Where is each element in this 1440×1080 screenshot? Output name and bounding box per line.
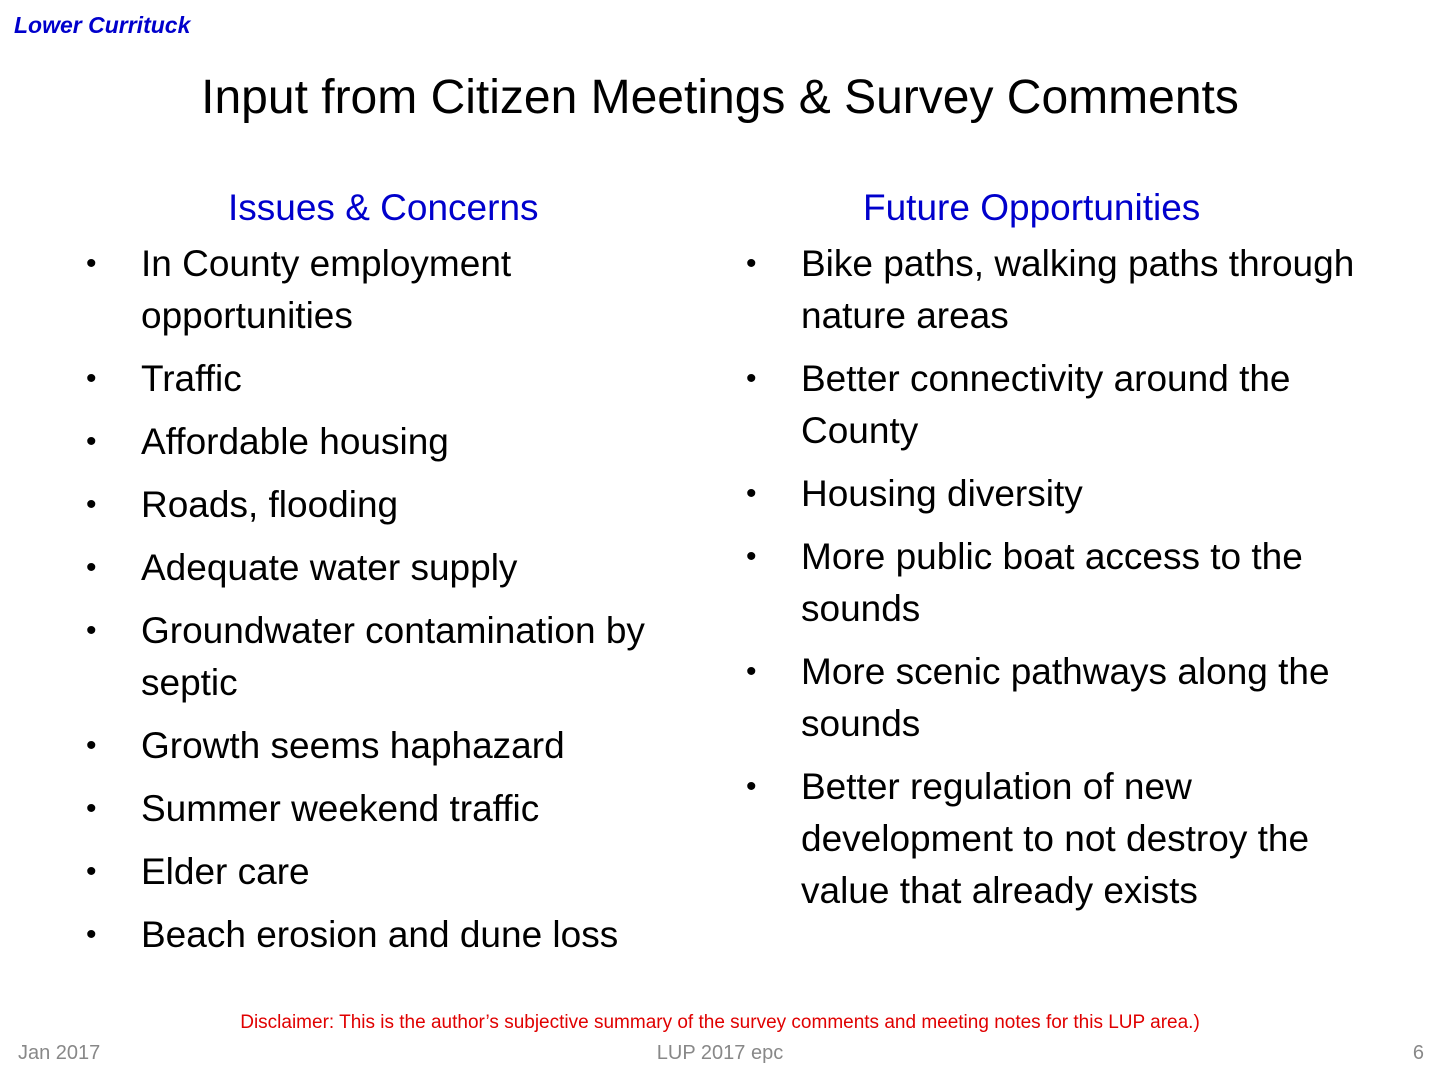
list-item-text: Roads, flooding (141, 484, 399, 525)
slide-number: 6 (1412, 1042, 1424, 1064)
bullet-icon: • (746, 540, 757, 573)
list-item-text: Better regulation of new development to not destroy the value that already exists (801, 766, 1310, 911)
list-item (80, 846, 680, 898)
list-item (80, 479, 680, 531)
opportunities-list (740, 238, 1380, 917)
opportunities-column (740, 184, 1380, 928)
bullet-icon: • (86, 918, 97, 951)
list-item-text: Growth seems haphazard (141, 725, 565, 766)
bullet-icon: • (746, 477, 757, 510)
disclaimer: Disclaimer: This is the author’s subjective summary of the survey comments and meeting notes for this LUP area.) (240, 1012, 1200, 1033)
list-item-text: In County employment opportunities (141, 243, 512, 336)
list-item (740, 468, 1380, 520)
list-item (80, 909, 680, 961)
list-item-text: Affordable housing (141, 421, 449, 462)
bullet-icon: • (86, 614, 97, 647)
slide-title: Input from Citizen Meetings & Survey Comments (201, 71, 1239, 124)
opportunities-heading: Future Opportunities (863, 187, 1201, 228)
list-item-text: More scenic pathways along the sounds (801, 651, 1330, 744)
list-item (80, 353, 680, 405)
bullet-icon: • (86, 362, 97, 395)
list-item (740, 646, 1380, 750)
list-item (740, 238, 1380, 342)
list-item-text: More public boat access to the sounds (801, 536, 1303, 629)
bullet-icon: • (746, 247, 757, 280)
bullet-icon: • (86, 855, 97, 888)
list-item (80, 605, 680, 709)
list-item (740, 761, 1380, 917)
list-item-text: Better connectivity around the County (801, 358, 1291, 451)
issues-column (80, 184, 680, 972)
footer-date: Jan 2017 (18, 1042, 101, 1064)
bullet-icon: • (746, 362, 757, 395)
list-item (80, 542, 680, 594)
corner-label: Lower Currituck (14, 12, 191, 38)
bullet-icon: • (86, 729, 97, 762)
list-item (80, 416, 680, 468)
issues-list (80, 238, 680, 961)
bullet-icon: • (86, 247, 97, 280)
bullet-icon: • (746, 770, 757, 803)
list-item (80, 783, 680, 835)
list-item-text: Housing diversity (801, 473, 1083, 514)
bullet-icon: • (86, 792, 97, 825)
list-item (740, 353, 1380, 457)
list-item-text: Elder care (141, 851, 310, 892)
list-item-text: Adequate water supply (141, 547, 518, 588)
bullet-icon: • (86, 551, 97, 584)
list-item (740, 531, 1380, 635)
list-item-text: Bike paths, walking paths through nature areas (801, 243, 1355, 336)
bullet-icon: • (86, 425, 97, 458)
list-item-text: Beach erosion and dune loss (141, 914, 619, 955)
bullet-icon: • (746, 655, 757, 688)
list-item (80, 238, 680, 342)
list-item-text: Summer weekend traffic (141, 788, 540, 829)
list-item (80, 720, 680, 772)
issues-heading: Issues & Concerns (228, 187, 539, 228)
footer-center-label: LUP 2017 epc (656, 1042, 784, 1064)
list-item-text: Groundwater contamination by septic (141, 610, 645, 703)
list-item-text: Traffic (141, 358, 242, 399)
bullet-icon: • (86, 488, 97, 521)
